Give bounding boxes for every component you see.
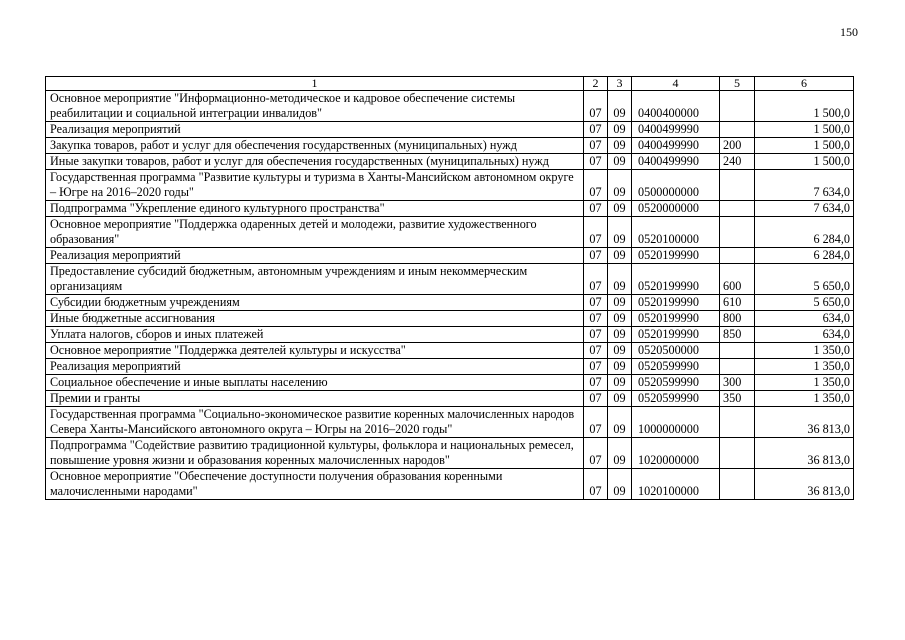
row-amount-cell: 7 634,0: [755, 170, 854, 201]
row-subsection-cell: 09: [608, 264, 632, 295]
row-subsection-cell: 09: [608, 375, 632, 391]
table-row: [46, 170, 854, 201]
row-name-cell: Социальное обеспечение и иные выплаты населению: [46, 375, 584, 391]
budget-table: [45, 76, 854, 500]
column-header-6: 6: [755, 77, 854, 91]
row-amount-cell: 1 350,0: [755, 343, 854, 359]
row-section-cell: 07: [584, 264, 608, 295]
table-row: [46, 217, 854, 248]
row-amount-cell: 5 650,0: [755, 264, 854, 295]
row-amount-cell: 7 634,0: [755, 201, 854, 217]
row-expense-type-cell: 350: [720, 391, 755, 407]
row-expense-type-cell: 800: [720, 311, 755, 327]
row-subsection-cell: 09: [608, 154, 632, 170]
row-amount-cell: 36 813,0: [755, 469, 854, 500]
row-name-cell: Подпрограмма "Укрепление единого культурного пространства": [46, 201, 584, 217]
table-row: [46, 375, 854, 391]
row-name-cell: Основное мероприятие "Поддержка деятелей культуры и искусства": [46, 343, 584, 359]
row-target-code-cell: 0520100000: [632, 217, 720, 248]
row-expense-type-cell: 300: [720, 375, 755, 391]
row-subsection-cell: 09: [608, 343, 632, 359]
row-name-cell: Государственная программа "Социально-экономическое развитие коренных малочисленных народов Севера Ханты-Мансийского автономного округа – Югры на 2016–2020 годы": [46, 407, 584, 438]
row-section-cell: 07: [584, 170, 608, 201]
row-amount-cell: 1 500,0: [755, 154, 854, 170]
row-amount-cell: 1 350,0: [755, 359, 854, 375]
row-target-code-cell: 0400400000: [632, 91, 720, 122]
row-target-code-cell: 0520500000: [632, 343, 720, 359]
row-target-code-cell: 0520000000: [632, 201, 720, 217]
row-section-cell: 07: [584, 217, 608, 248]
row-name-cell: Государственная программа "Развитие культуры и туризма в Ханты-Мансийском автономном округе – Югре на 2016–2020 годы": [46, 170, 584, 201]
row-name-cell: Предоставление субсидий бюджетным, автономным учреждениям и иным некоммерческим организациям: [46, 264, 584, 295]
row-name-cell: Иные бюджетные ассигнования: [46, 311, 584, 327]
row-subsection-cell: 09: [608, 359, 632, 375]
row-target-code-cell: 1020100000: [632, 469, 720, 500]
table-row: [46, 407, 854, 438]
row-expense-type-cell: [720, 122, 755, 138]
row-name-cell: Уплата налогов, сборов и иных платежей: [46, 327, 584, 343]
row-section-cell: 07: [584, 359, 608, 375]
table-row: [46, 359, 854, 375]
row-amount-cell: 634,0: [755, 311, 854, 327]
table-row: [46, 295, 854, 311]
row-target-code-cell: 1000000000: [632, 407, 720, 438]
table-header-row: [46, 77, 854, 91]
table-row: [46, 469, 854, 500]
row-section-cell: 07: [584, 201, 608, 217]
column-header-2: 2: [584, 77, 608, 91]
row-subsection-cell: 09: [608, 122, 632, 138]
row-name-cell: Премии и гранты: [46, 391, 584, 407]
table-row: [46, 154, 854, 170]
row-name-cell: Иные закупки товаров, работ и услуг для обеспечения государственных (муниципальных) нужд: [46, 154, 584, 170]
row-subsection-cell: 09: [608, 295, 632, 311]
row-name-cell: Основное мероприятие "Обеспечение доступности получения образования коренными малочисленными народами": [46, 469, 584, 500]
table-row: [46, 122, 854, 138]
column-header-4: 4: [632, 77, 720, 91]
row-amount-cell: 36 813,0: [755, 438, 854, 469]
row-subsection-cell: 09: [608, 327, 632, 343]
row-amount-cell: 1 350,0: [755, 391, 854, 407]
row-target-code-cell: 0400499990: [632, 122, 720, 138]
row-target-code-cell: 0400499990: [632, 138, 720, 154]
table-row: [46, 438, 854, 469]
row-section-cell: 07: [584, 438, 608, 469]
table-row: [46, 327, 854, 343]
row-section-cell: 07: [584, 295, 608, 311]
column-header-5: 5: [720, 77, 755, 91]
row-name-cell: Реализация мероприятий: [46, 248, 584, 264]
row-section-cell: 07: [584, 407, 608, 438]
row-amount-cell: 1 500,0: [755, 91, 854, 122]
row-expense-type-cell: [720, 359, 755, 375]
row-subsection-cell: 09: [608, 438, 632, 469]
row-section-cell: 07: [584, 327, 608, 343]
table-row: [46, 343, 854, 359]
row-name-cell: Основное мероприятие "Поддержка одаренных детей и молодежи, развитие художественного образования": [46, 217, 584, 248]
row-section-cell: 07: [584, 343, 608, 359]
row-target-code-cell: 1020000000: [632, 438, 720, 469]
row-name-cell: Подпрограмма "Содействие развитию традиционной культуры, фольклора и национальных ремесел, повышение уровня жизни и образования коренных малочисленных народов": [46, 438, 584, 469]
row-section-cell: 07: [584, 91, 608, 122]
column-header-1: 1: [46, 77, 584, 91]
row-section-cell: 07: [584, 248, 608, 264]
row-amount-cell: 5 650,0: [755, 295, 854, 311]
row-expense-type-cell: [720, 170, 755, 201]
row-subsection-cell: 09: [608, 391, 632, 407]
row-expense-type-cell: [720, 248, 755, 264]
row-expense-type-cell: 240: [720, 154, 755, 170]
row-expense-type-cell: 610: [720, 295, 755, 311]
row-target-code-cell: 0520199990: [632, 248, 720, 264]
row-expense-type-cell: [720, 343, 755, 359]
table-row: [46, 391, 854, 407]
row-section-cell: 07: [584, 154, 608, 170]
row-expense-type-cell: [720, 217, 755, 248]
row-target-code-cell: 0520199990: [632, 327, 720, 343]
row-amount-cell: 6 284,0: [755, 248, 854, 264]
row-section-cell: 07: [584, 311, 608, 327]
row-amount-cell: 36 813,0: [755, 407, 854, 438]
table-row: [46, 264, 854, 295]
row-expense-type-cell: [720, 407, 755, 438]
row-section-cell: 07: [584, 469, 608, 500]
row-expense-type-cell: [720, 201, 755, 217]
row-expense-type-cell: 850: [720, 327, 755, 343]
row-target-code-cell: 0520199990: [632, 295, 720, 311]
row-subsection-cell: 09: [608, 170, 632, 201]
row-target-code-cell: 0520599990: [632, 391, 720, 407]
row-name-cell: Основное мероприятие "Информационно-методическое и кадровое обеспечение системы реабилитации и социальной интеграции инвалидов": [46, 91, 584, 122]
row-name-cell: Субсидии бюджетным учреждениям: [46, 295, 584, 311]
row-subsection-cell: 09: [608, 469, 632, 500]
row-subsection-cell: 09: [608, 311, 632, 327]
row-expense-type-cell: [720, 469, 755, 500]
row-name-cell: Закупка товаров, работ и услуг для обеспечения государственных (муниципальных) нужд: [46, 138, 584, 154]
row-subsection-cell: 09: [608, 201, 632, 217]
row-target-code-cell: 0520599990: [632, 359, 720, 375]
row-amount-cell: 634,0: [755, 327, 854, 343]
row-amount-cell: 1 500,0: [755, 138, 854, 154]
page-number: 150: [840, 25, 858, 39]
table-row: [46, 138, 854, 154]
row-name-cell: Реализация мероприятий: [46, 122, 584, 138]
table-row: [46, 201, 854, 217]
row-expense-type-cell: 200: [720, 138, 755, 154]
row-subsection-cell: 09: [608, 217, 632, 248]
row-target-code-cell: 0520199990: [632, 264, 720, 295]
row-section-cell: 07: [584, 122, 608, 138]
column-header-3: 3: [608, 77, 632, 91]
row-amount-cell: 1 500,0: [755, 122, 854, 138]
row-section-cell: 07: [584, 375, 608, 391]
row-amount-cell: 1 350,0: [755, 375, 854, 391]
row-target-code-cell: 0520599990: [632, 375, 720, 391]
row-amount-cell: 6 284,0: [755, 217, 854, 248]
row-name-cell: Реализация мероприятий: [46, 359, 584, 375]
row-subsection-cell: 09: [608, 248, 632, 264]
row-section-cell: 07: [584, 391, 608, 407]
table-row: [46, 311, 854, 327]
row-expense-type-cell: [720, 91, 755, 122]
row-expense-type-cell: 600: [720, 264, 755, 295]
row-target-code-cell: 0500000000: [632, 170, 720, 201]
table-row: [46, 91, 854, 122]
row-subsection-cell: 09: [608, 91, 632, 122]
row-target-code-cell: 0520199990: [632, 311, 720, 327]
table-body: [46, 91, 854, 500]
row-subsection-cell: 09: [608, 407, 632, 438]
table-row: [46, 248, 854, 264]
row-expense-type-cell: [720, 438, 755, 469]
row-section-cell: 07: [584, 138, 608, 154]
row-subsection-cell: 09: [608, 138, 632, 154]
row-target-code-cell: 0400499990: [632, 154, 720, 170]
